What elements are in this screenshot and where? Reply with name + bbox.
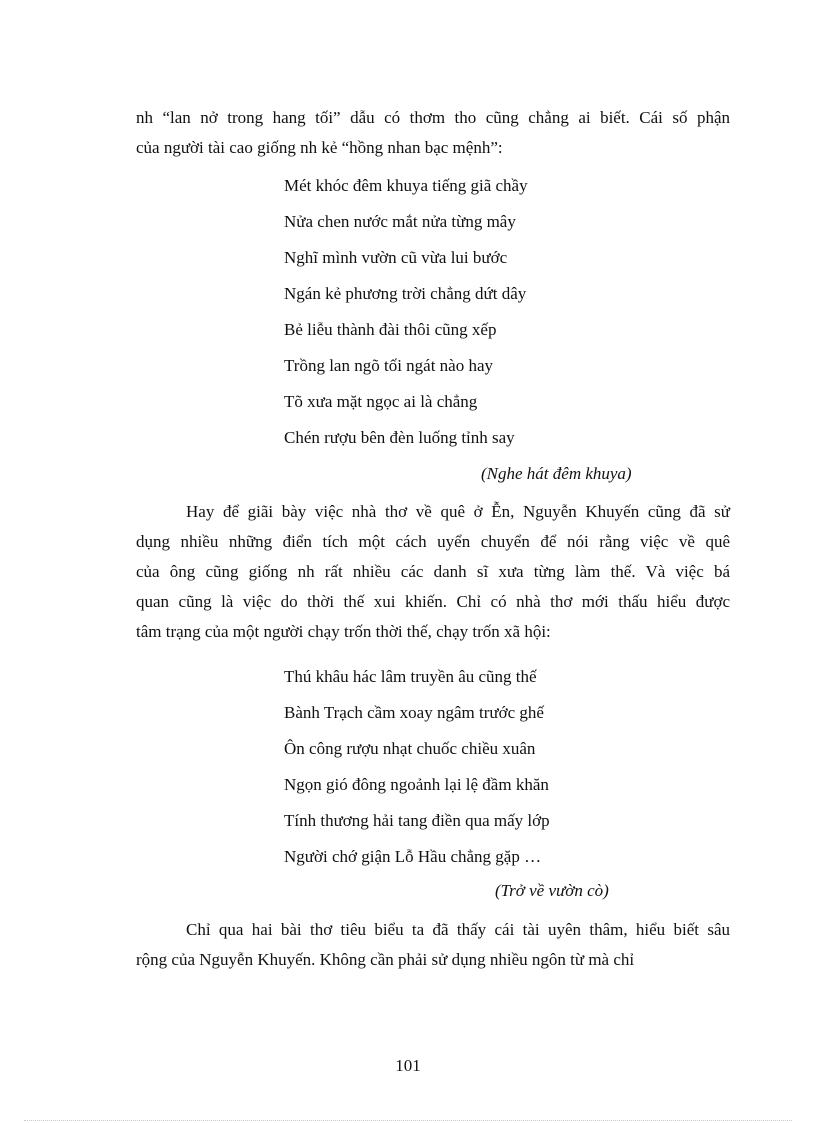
- paragraph-2: [136, 497, 730, 647]
- paragraph-line: Hay để giãi bày việc nhà thơ về quê ở Ễn, Nguyễn Khuyến cũng đã sử: [186, 502, 730, 521]
- poem-line: Bành Trạch cầm xoay ngâm trước ghế: [284, 703, 544, 722]
- poem-line: Bẻ liễu thành đài thôi cũng xếp: [284, 320, 497, 339]
- poem-2-attribution: (Trở về vườn cò): [495, 881, 609, 900]
- paragraph-3: [136, 915, 730, 975]
- poem-line: Ngọn gió đông ngoảnh lại lệ đầm khăn: [284, 775, 549, 794]
- paragraph-1: [136, 103, 730, 163]
- poem-line: Nửa chen nước mắt nửa từng mây: [284, 212, 516, 231]
- page-number: 101: [395, 1056, 421, 1075]
- paragraph-line: nh “lan nở trong hang tối” dẫu có thơm tho cũng chẳng ai biết. Cái số phận: [136, 108, 730, 127]
- poem-line: Nghĩ mình vườn cũ vừa lui bước: [284, 248, 508, 267]
- paragraph-line: của người tài cao giống nh kẻ “hồng nhan bạc mệnh”:: [136, 138, 503, 157]
- poem-line: Thú khâu hác lâm truyền âu cũng thế: [284, 667, 537, 686]
- paragraph-line: quan cũng là việc do thời thế xui khiến. Chỉ có nhà thơ mới thấu hiểu được: [136, 592, 730, 611]
- poem-1-attribution: (Nghe hát đêm khuya): [481, 464, 632, 483]
- poem-line: Ngán kẻ phương trời chẳng dứt dây: [284, 284, 527, 303]
- poem-line: Ôn công rượu nhạt chuốc chiều xuân: [284, 739, 536, 758]
- poem-2: [284, 659, 550, 875]
- poem-line: Tính thương hải tang điền qua mấy lớp: [284, 811, 550, 830]
- footer-divider: [24, 1120, 792, 1121]
- paragraph-line: rộng của Nguyễn Khuyến. Không cần phải sử dụng nhiều ngôn từ mà chỉ: [136, 950, 635, 969]
- poem-line: Người chớ giận Lỗ Hầu chẳng gặp …: [284, 847, 542, 866]
- paragraph-line: Chỉ qua hai bài thơ tiêu biểu ta đã thấy cái tài uyên thâm, hiểu biết sâu: [186, 920, 730, 939]
- poem-line: Tõ xưa mặt ngọc ai là chẳng: [284, 392, 478, 411]
- paragraph-line: dụng nhiều những điển tích một cách uyển chuyển để nói rằng việc về quê: [136, 532, 730, 551]
- poem-1: [284, 168, 528, 456]
- paragraph-line: tâm trạng của một người chạy trốn thời thế, chạy trốn xã hội:: [136, 622, 551, 641]
- poem-line: Mét khóc đêm khuya tiếng giã chầy: [284, 176, 528, 195]
- poem-line: Trồng lan ngõ tối ngát nào hay: [284, 356, 494, 375]
- poem-line: Chén rượu bên đèn luống tỉnh say: [284, 428, 515, 447]
- paragraph-line: của ông cũng giống nh rất nhiều các danh sĩ xưa từng làm thế. Và việc bá: [136, 562, 730, 581]
